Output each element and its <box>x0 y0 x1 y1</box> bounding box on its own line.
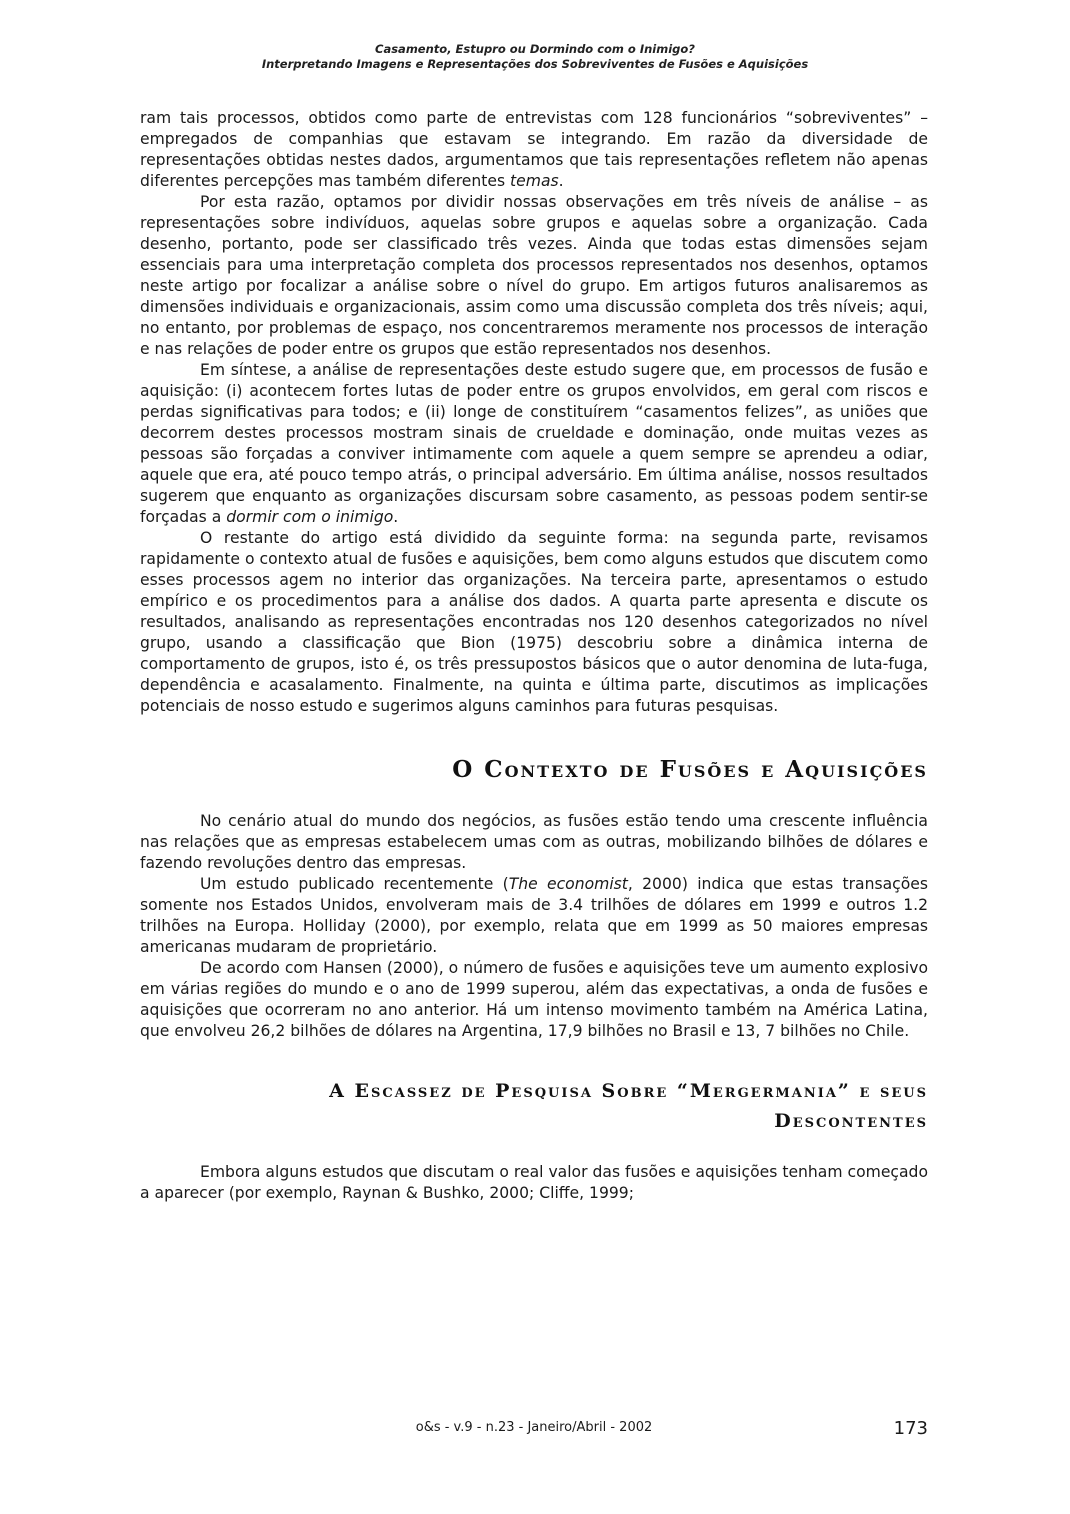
subsection-heading-line1: A Escassez de Pesquisa Sobre “Mergermania” e seus <box>329 1080 928 1102</box>
paragraph-5: No cenário atual do mundo dos negócios, as fusões estão tendo uma crescente influência nas relações que as empresas estabelecem umas com as outras, mobilizando bilhões de dólares e fazendo revoluções dentro das empresas. <box>140 812 928 872</box>
page-footer <box>140 1418 928 1442</box>
page-number: 173 <box>893 1418 928 1439</box>
emphasis-dormir: dormir com o inimigo <box>226 508 394 526</box>
paragraph-6: Um estudo publicado recentemente (The economist, 2000) indica que estas transações somente nos Estados Unidos, envolveram mais de 3.4 trilhões de dólares em 1999 e outros 1.2 trilhões na Europa. Holliday (2000), por exemplo, relata que em 1999 as 50 maiores empresas americanas mudaram de proprietário. <box>140 875 928 956</box>
running-header-subtitle: Interpretando Imagens e Representações dos Sobreviventes de Fusões e Aquisições <box>261 57 809 71</box>
emphasis-economist: The economist <box>508 875 628 893</box>
article-body <box>140 108 928 1204</box>
paragraph-2: Por esta razão, optamos por dividir nossas observações em três níveis de análise – as representações sobre indivíduos, aquelas sobre grupos e aquelas sobre a organização. Cada desenho, portanto, pode ser classificado três vezes. Ainda que todas estas dimensões sejam essenciais para uma interpretação completa dos processos representados nos desenhos, optamos neste artigo por focalizar a análise sobre o nível do grupo. Em artigos futuros analisaremos as dimensões individuais e organizacionais, assim como uma discussão completa dos três níveis; aqui, no entanto, por problemas de espaço, nos concentraremos meramente nos processos de interação e nas relações de poder entre os grupos que estão representados nos desenhos. <box>140 193 928 358</box>
running-header-title: Casamento, Estupro ou Dormindo com o Inimigo? <box>375 42 695 56</box>
section-heading: O Contexto de Fusões e Aquisições <box>452 756 928 783</box>
subsection-heading-line2: Descontentes <box>774 1110 928 1132</box>
paragraph-4: O restante do artigo está dividido da seguinte forma: na segunda parte, revisamos rapidamente o contexto atual de fusões e aquisições, bem como alguns estudos que discutem como esses processos agem no interior das organizações. Na terceira parte, apresentamos o estudo empírico e os procedimentos para a análise dos dados. A quarta parte apresenta e discute os resultados, analisando as representações encontradas nos 120 desenhos categorizados no nível grupo, usando a classificação que Bion (1975) descobriu sobre a dinâmica interna de comportamento de grupos, isto é, os três pressupostos básicos que o autor denomina de luta-fuga, dependência e acasalamento. Finalmente, na quinta e última parte, discutimos as implicações potenciais de nosso estudo e sugerimos alguns caminhos para futuras pesquisas. <box>140 529 928 715</box>
paragraph-7: De acordo com Hansen (2000), o número de fusões e aquisições teve um aumento explosivo em várias regiões do mundo e o ano de 1999 superou, além das expectativas, a onda de fusões e aquisições que ocorreram no ano anterior. Há um intenso movimento também na América Latina, que envolveu 26,2 bilhões de dólares na Argentina, 17,9 bilhões no Brasil e 13, 7 bilhões no Chile. <box>140 959 928 1040</box>
paragraph-1: ram tais processos, obtidos como parte de entrevistas com 128 funcionários “sobreviventes” – empregados de companhias que estavam se integrando. Em razão da diversidade de representações obtidas nestes dados, argumentamos que tais representações refletem não apenas diferentes percepções mas também diferentes temas. <box>140 109 928 190</box>
journal-citation: o&s - v.9 - n.23 - Janeiro/Abril - 2002 <box>415 1420 653 1435</box>
emphasis-temas: temas <box>510 172 559 190</box>
paragraph-3: Em síntese, a análise de representações deste estudo sugere que, em processos de fusão e aquisição: (i) acontecem fortes lutas de poder entre os grupos envolvidos, em geral com riscos e perdas significativas para todos; e (ii) longe de constituírem “casamentos felizes”, as uniões que decorrem destes processos mostram sinais de crueldade e dominação, onde muitas vezes as pessoas são forçadas a conviver intimamente com aquele a quem sempre se aprendeu a odiar, aquele que era, até pouco tempo atrás, o principal adversário. Em última análise, nossos resultados sugerem que enquanto as organizações discursam sobre casamento, as pessoas podem sentir-se forçadas a dormir com o inimigo. <box>140 361 928 526</box>
running-header <box>140 42 930 72</box>
paragraph-8: Embora alguns estudos que discutam o real valor das fusões e aquisições tenham começado a aparecer (por exemplo, Raynan & Bushko, 2000; Cliffe, 1999; <box>140 1163 928 1202</box>
